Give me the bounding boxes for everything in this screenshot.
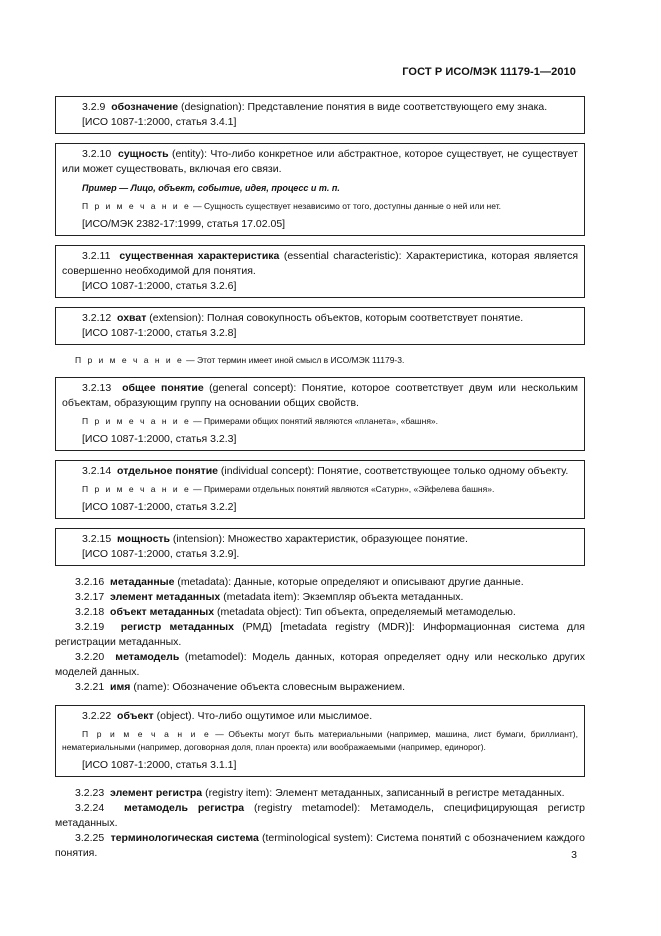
entry-3-2-17: 3.2.17 элемент метаданных (metadata item): Экземпляр объекта метаданных. — [75, 591, 464, 603]
reference: [ИСО 1087-1:2000, статья 3.2.9]. — [82, 548, 240, 560]
term: мощность — [117, 533, 171, 545]
entry-box-3-2-14: 3.2.14 отдельное понятие (individual concept): Понятие, соответствующее только одному объекту. П р и м е ч а н и е — Примерами отдельных понятий являются «Сатурн», «Эйфелева башня». [ИСО 1087-1:2000, статья 3.2.2] — [55, 460, 585, 519]
definition-list — [55, 575, 585, 695]
note: П р и м е ч а н и е — Примерами отдельных понятий являются «Сатурн», «Эйфелева башня». — [82, 484, 495, 494]
term: объект — [117, 710, 154, 722]
entry-3-2-24: 3.2.24 метамодель регистра (registry metamodel): Метамодель, специфицирующая регистр метаданных. — [55, 802, 585, 829]
reference: [ИСО 1087-1:2000, статья 3.2.8] — [82, 327, 237, 339]
entry-box-3-2-22: 3.2.22 объект (object). Что-либо ощутимое или мыслимое. П р и м е ч а н и е — Объекты могут быть материальными (например, машина, лист бумаги, бриллиант), нематериальными (например, договорная доля, план проекта) или воображаемыми (например, единорог). [ИСО 1087-1:2000, статья 3.1.1] — [55, 705, 585, 777]
entry-3-2-18: 3.2.18 объект метаданных (metadata object): Тип объекта, определяемый метамоделью. — [75, 606, 516, 618]
entry-3-2-25: 3.2.25 терминологическая система (terminological system): Система понятий с обозначением каждого понятия. — [55, 832, 585, 859]
reference: [ИСО 1087-1:2000, статья 3.2.6] — [82, 280, 237, 292]
reference: [ИСО 1087-1:2000, статья 3.1.1] — [82, 759, 237, 771]
reference: [ИСО 1087-1:2000, статья 3.4.1] — [82, 116, 237, 128]
document-header: ГОСТ Р ИСО/МЭК 11179-1—2010 — [402, 66, 576, 78]
entry-3-2-19: 3.2.19 регистр метаданных (РМД) [metadata registry (MDR)]: Информационная система для регистрации метаданных. — [55, 621, 585, 648]
note: П р и м е ч а н и е — Этот термин имеет иной смысл в ИСО/МЭК 11179-3. — [75, 355, 405, 365]
term: существенная характеристика — [119, 250, 280, 262]
entry-3-2-21: 3.2.21 имя (name): Обозначение объекта словесным выражением. — [75, 681, 406, 693]
entry-box-3-2-15: 3.2.15 мощность (intension): Множество характеристик, образующее понятие. [ИСО 1087-1:2000, статья 3.2.9]. — [55, 528, 585, 566]
page-content — [55, 96, 585, 871]
reference: [ИСО/МЭК 2382-17:1999, статья 17.02.05] — [82, 218, 286, 230]
term: сущность — [118, 148, 169, 160]
entry-3-2-23: 3.2.23 элемент регистра (registry item): Элемент метаданных, записанный в регистре метаданных. — [75, 787, 565, 799]
entry-3-2-20: 3.2.20 метамодель (metamodel): Модель данных, которая определяет одну или несколько других моделей данных. — [55, 651, 585, 678]
note: П р и м е ч а н и е — Объекты могут быть материальными (например, машина, лист бумаги, бриллиант), нематериальными (например, договорная доля, план проекта) или воображаемыми (например, единорог). — [62, 729, 578, 752]
entry-box-3-2-11: 3.2.11 существенная характеристика (essential characteristic): Характеристика, которая является совершенно необходимой для понятия. [ИСО 1087-1:2000, статья 3.2.6] — [55, 245, 585, 298]
term: общее понятие — [122, 382, 204, 394]
entry-box-3-2-12: 3.2.12 охват (extension): Полная совокупность объектов, которым соответствует понятие. [ИСО 1087-1:2000, статья 3.2.8] — [55, 307, 585, 345]
example: Пример — Лицо, объект, событие, идея, процесс и т. п. — [82, 183, 340, 193]
term: отдельное понятие — [117, 465, 219, 477]
reference: [ИСО 1087-1:2000, статья 3.2.2] — [82, 501, 237, 513]
reference: [ИСО 1087-1:2000, статья 3.2.3] — [82, 433, 237, 445]
note: П р и м е ч а н и е — Примерами общих понятий являются «планета», «башня». — [82, 416, 439, 426]
entry-box-3-2-9: 3.2.9 обозначение (designation): Представление понятия в виде соответствующего ему знака. [ИСО 1087-1:2000, статья 3.4.1] — [55, 96, 585, 134]
entry-3-2-16: 3.2.16 метаданные (metadata): Данные, которые определяют и описывают другие данные. — [75, 576, 524, 588]
term: обозначение — [111, 101, 179, 113]
note: П р и м е ч а н и е — Сущность существует независимо от того, доступны данные о ней или нет. — [82, 201, 502, 211]
page-number: 3 — [571, 849, 577, 861]
entry-box-3-2-10: 3.2.10 сущность (entity): Что-либо конкретное или абстрактное, которое существует, не существует или может существовать, включая его связи. Пример — Лицо, объект, событие, идея, процесс и т. п. П р и м е ч а н и е — Сущность существует независимо от того, доступны данные о ней или нет. [ИСО/МЭК 2382-17:1999, статья 17.02.05] — [55, 143, 585, 236]
definition-list-2 — [55, 786, 585, 861]
entry-box-3-2-13: 3.2.13 общее понятие (general concept): Понятие, которое соответствует двум или нескольким объектам, образующим группу на основании общих свойств. П р и м е ч а н и е — Примерами общих понятий являются «планета», «башня». [ИСО 1087-1:2000, статья 3.2.3] — [55, 377, 585, 451]
term: охват — [117, 312, 147, 324]
